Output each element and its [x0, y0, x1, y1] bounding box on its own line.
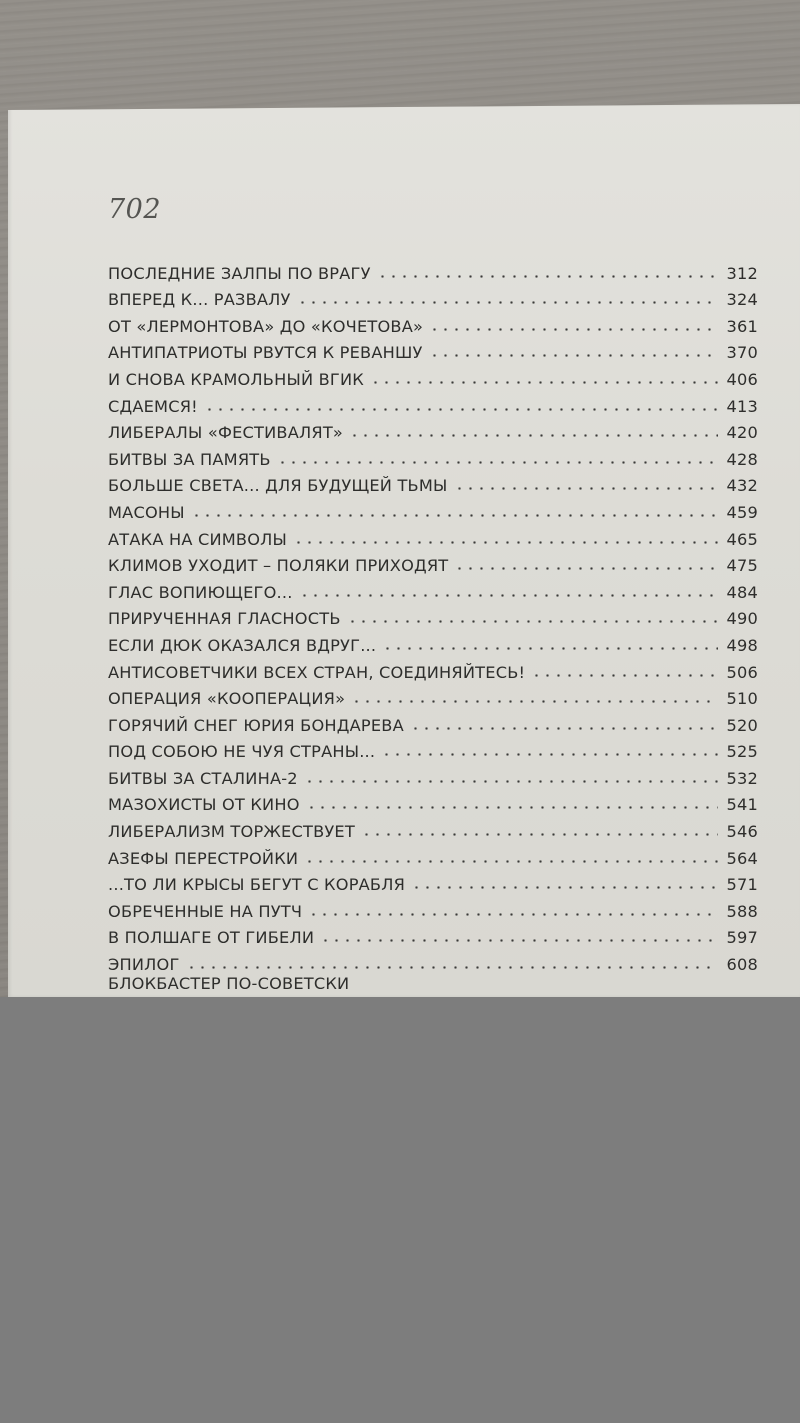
toc-entry-page: 541 — [726, 795, 758, 815]
toc-entry-title: АЗЕФЫ ПЕРЕСТРОЙКИ — [108, 848, 299, 868]
toc-entry-title: ВПЕРЕД К... РАЗВАЛУ — [108, 290, 291, 310]
toc-entry-title: ОПЕРАЦИЯ «КООПЕРАЦИЯ» — [108, 689, 346, 709]
dot-leader — [204, 408, 718, 411]
toc-entry — [108, 602, 758, 629]
toc-entry-title: ЕСЛИ ДЮК ОКАЗАЛСЯ ВДРУГ... — [108, 635, 377, 655]
dot-leader — [370, 381, 718, 384]
dot-leader — [304, 860, 718, 863]
toc-entry-page: 475 — [726, 556, 758, 576]
table-of-contents — [108, 256, 758, 974]
toc-entry — [108, 921, 758, 948]
dot-leader — [351, 700, 718, 703]
toc-entry-title: В ПОЛШАГЕ ОТ ГИБЕЛИ — [108, 928, 315, 948]
toc-entry-page: 525 — [726, 742, 758, 762]
toc-entry-title: ОБРЕЧЕННЫЕ НА ПУТЧ — [108, 901, 303, 921]
toc-entry-page: 370 — [726, 343, 758, 363]
toc-entry — [108, 814, 758, 841]
toc-entry-page: 432 — [726, 476, 758, 496]
toc-entry-title: БИТВЫ ЗА СТАЛИНА-2 — [108, 768, 298, 788]
toc-entry-page: 608 — [726, 955, 758, 975]
toc-entry-page: 428 — [726, 449, 758, 469]
toc-entry-title: ЭПИЛОГ — [108, 955, 180, 975]
dot-leader — [297, 301, 718, 304]
toc-entry-page: 571 — [726, 875, 758, 895]
toc-entry-title: ПОД СОБОЮ НЕ ЧУЯ СТРАНЫ... — [108, 742, 376, 762]
toc-entry — [108, 309, 758, 336]
toc-entry-page: 459 — [726, 502, 758, 522]
dot-leader — [454, 487, 718, 490]
toc-entry-title: МАСОНЫ — [108, 502, 185, 522]
toc-entry — [108, 549, 758, 576]
toc-entry-page: 361 — [726, 316, 758, 336]
toc-entry-title: МАЗОХИСТЫ ОТ КИНО — [108, 795, 300, 815]
toc-entry — [108, 469, 758, 496]
toc-entry-page: 506 — [726, 662, 758, 682]
toc-entry-title: ГОРЯЧИЙ СНЕГ ЮРИЯ БОНДАРЕВА — [108, 715, 404, 735]
toc-entry-title: ОТ «ЛЕРМОНТОВА» ДО «КОЧЕТОВА» — [108, 316, 424, 336]
dot-leader — [531, 674, 718, 677]
toc-entry-title: СДАЕМСЯ! — [108, 396, 198, 416]
dot-leader — [347, 620, 718, 623]
redacted-area — [0, 997, 800, 1423]
toc-entry-page: 532 — [726, 768, 758, 788]
dot-leader — [429, 328, 718, 331]
dot-leader — [410, 727, 718, 730]
toc-entry — [108, 788, 758, 815]
toc-entry — [108, 442, 758, 469]
toc-entry — [108, 336, 758, 363]
dot-leader — [454, 567, 718, 570]
dot-leader — [361, 833, 718, 836]
toc-entry — [108, 841, 758, 868]
toc-entry-title: ЛИБЕРАЛИЗМ ТОРЖЕСТВУЕТ — [108, 822, 355, 842]
dot-leader — [191, 514, 718, 517]
dot-leader — [377, 275, 718, 278]
toc-entry-title: АНТИПАТРИОТЫ РВУТСЯ К РЕВАНШУ — [108, 343, 423, 363]
toc-entry-title: АТАКА НА СИМВОЛЫ — [108, 529, 288, 549]
toc-entry-page: 406 — [726, 369, 758, 389]
toc-entry-page: 520 — [726, 715, 758, 735]
toc-entry — [108, 256, 758, 283]
toc-entry-title: И СНОВА КРАМОЛЬНЫЙ ВГИК — [108, 369, 364, 389]
toc-entry — [108, 682, 758, 709]
dot-leader — [306, 806, 718, 809]
toc-entry-page: 484 — [726, 582, 758, 602]
toc-entry — [108, 655, 758, 682]
toc-entry-page: 498 — [726, 635, 758, 655]
dot-leader — [293, 541, 718, 544]
toc-entry-last-title: БЛОКБАСТЕР ПО-СОВЕТСКИ — [108, 974, 350, 993]
toc-entry-page: 465 — [726, 529, 758, 549]
toc-entry-title: ...ТО ЛИ КРЫСЫ БЕГУТ С КОРАБЛЯ — [108, 875, 406, 895]
toc-entry — [108, 283, 758, 310]
dot-leader — [382, 647, 718, 650]
toc-entry — [108, 575, 758, 602]
dot-leader — [308, 913, 718, 916]
toc-entry-page: 597 — [726, 928, 758, 948]
toc-entry — [108, 947, 758, 974]
toc-entry-title: ГЛАС ВОПИЮЩЕГО... — [108, 582, 293, 602]
dot-leader — [349, 434, 718, 437]
dot-leader — [299, 594, 718, 597]
toc-entry — [108, 495, 758, 522]
toc-entry — [108, 522, 758, 549]
toc-entry-title: ПОСЛЕДНИЕ ЗАЛПЫ ПО ВРАГУ — [108, 263, 371, 283]
toc-entry-page: 588 — [726, 901, 758, 921]
dot-leader — [381, 753, 718, 756]
toc-entry — [108, 708, 758, 735]
toc-entry-page: 546 — [726, 822, 758, 842]
dot-leader — [186, 966, 718, 969]
toc-entry-page: 420 — [726, 423, 758, 443]
dot-leader — [411, 886, 718, 889]
toc-entry-page: 312 — [726, 263, 758, 283]
toc-entry-page: 490 — [726, 609, 758, 629]
toc-entry-page: 564 — [726, 848, 758, 868]
toc-entry-title: АНТИСОВЕТЧИКИ ВСЕХ СТРАН, СОЕДИНЯЙТЕСЬ! — [108, 662, 526, 682]
dot-leader — [429, 354, 718, 357]
toc-entry — [108, 735, 758, 762]
toc-entry-title: БИТВЫ ЗА ПАМЯТЬ — [108, 449, 271, 469]
toc-entry — [108, 416, 758, 443]
page-number: 702 — [108, 194, 162, 225]
toc-entry — [108, 362, 758, 389]
toc-entry-page: 324 — [726, 290, 758, 310]
toc-entry-title: КЛИМОВ УХОДИТ – ПОЛЯКИ ПРИХОДЯТ — [108, 556, 449, 576]
toc-entry-title: ЛИБЕРАЛЫ «ФЕСТИВАЛЯТ» — [108, 423, 344, 443]
toc-entry — [108, 894, 758, 921]
toc-entry-page: 413 — [726, 396, 758, 416]
toc-entry-page: 510 — [726, 689, 758, 709]
toc-entry-title: БОЛЬШЕ СВЕТА... ДЛЯ БУДУЩЕЙ ТЬМЫ — [108, 476, 448, 496]
toc-entry — [108, 628, 758, 655]
dot-leader — [320, 939, 718, 942]
toc-entry — [108, 868, 758, 895]
dot-leader — [304, 780, 718, 783]
toc-entry — [108, 389, 758, 416]
toc-entry — [108, 761, 758, 788]
dot-leader — [277, 461, 718, 464]
toc-entry-title: ПРИРУЧЕННАЯ ГЛАСНОСТЬ — [108, 609, 341, 629]
